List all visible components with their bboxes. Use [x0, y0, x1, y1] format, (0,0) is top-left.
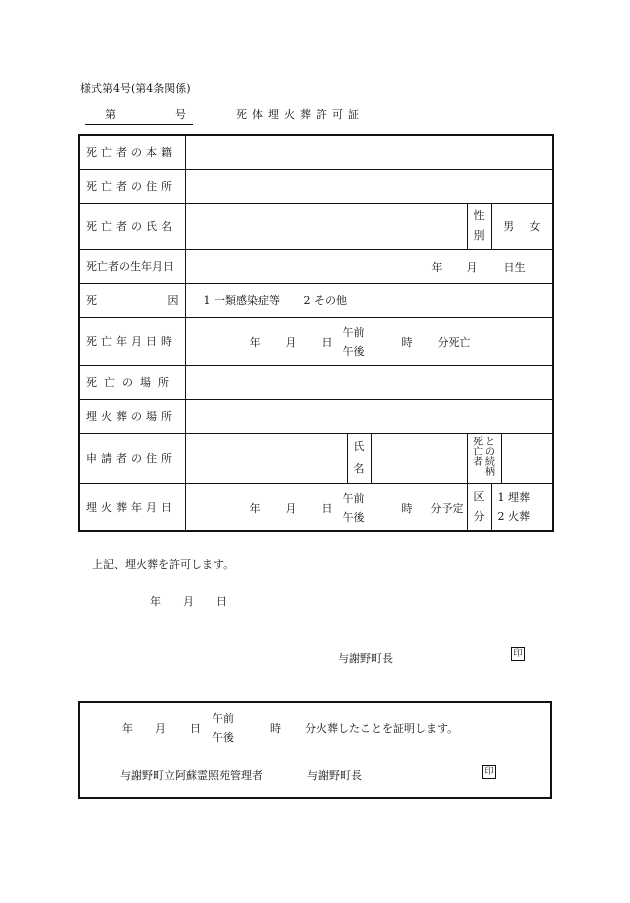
death-minute: 分死亡	[437, 336, 471, 349]
kubun-2: 分	[473, 509, 485, 523]
row-shimei	[79, 203, 553, 249]
birth-year: 年	[431, 261, 443, 274]
field-shibo-basho[interactable]	[185, 365, 553, 399]
birth-day: 日生	[503, 261, 526, 274]
death-am[interactable]: 午前	[342, 326, 365, 339]
death-month: 月	[285, 336, 297, 349]
label-shimei: 死亡者の氏名	[79, 203, 185, 249]
cert-seal-mark: 印	[482, 765, 496, 779]
death-pm[interactable]: 午後	[342, 345, 365, 358]
field-kubun[interactable]	[491, 483, 553, 531]
field-maikaso-nengappi[interactable]	[185, 483, 467, 531]
row-shinseisha	[79, 433, 553, 483]
cert-manager: 与謝野町立阿蘇霊照苑管理者	[120, 769, 263, 782]
label-shimei-applicant	[347, 433, 371, 483]
cause-option-1[interactable]: 1 一類感染症等	[203, 294, 280, 307]
mei: 名	[353, 462, 365, 475]
shiin-2: 因	[167, 294, 179, 307]
form-code: 様式第4号(第4条関係)	[80, 82, 191, 95]
burial-am[interactable]: 午前	[342, 491, 365, 505]
cremation-certificate-box	[78, 701, 552, 799]
permit-statement: 上記、埋火葬を許可します。	[92, 558, 235, 571]
field-shiin[interactable]	[185, 283, 553, 317]
permit-table	[78, 134, 554, 532]
option-female[interactable]: 女	[529, 220, 541, 233]
number-suffix: 号	[175, 108, 186, 121]
burial-month: 月	[285, 501, 297, 515]
zokugara-2: と の 続 柄	[485, 437, 495, 478]
label-zokugara	[467, 433, 501, 483]
row-maikaso-basho	[79, 399, 553, 433]
field-honseki[interactable]	[185, 135, 553, 169]
burial-pm[interactable]: 午後	[342, 510, 365, 524]
permit-date: 年 月 日	[150, 595, 227, 608]
row-shibo-basho	[79, 365, 553, 399]
seal-mark: 印	[511, 647, 525, 661]
death-day: 日	[321, 336, 333, 349]
cert-pm[interactable]: 午後	[212, 731, 234, 744]
shi: 氏	[353, 440, 365, 453]
field-zokugara[interactable]	[501, 433, 553, 483]
cert-hour: 時	[270, 722, 281, 735]
shiin-1: 死	[86, 294, 97, 307]
field-shimei[interactable]	[185, 203, 467, 249]
burial-year: 年	[249, 501, 261, 515]
issuer-mayor: 与謝野町長	[338, 652, 393, 665]
row-honseki	[79, 135, 553, 169]
label-jusho: 死亡者の住所	[79, 169, 185, 203]
label-kubun	[467, 483, 491, 531]
burial-hour: 時	[401, 501, 413, 515]
row-shiin	[79, 283, 553, 317]
label-shinseisha-jusho: 申請者の住所	[79, 433, 185, 483]
row-shibo-nichiji	[79, 317, 553, 365]
label-maikaso-basho: 埋火葬の場所	[79, 399, 185, 433]
document-title: 死体埋火葬許可証	[236, 108, 364, 121]
field-jusho[interactable]	[185, 169, 553, 203]
label-shiin	[79, 283, 185, 317]
row-jusho	[79, 169, 553, 203]
cert-am[interactable]: 午前	[212, 712, 234, 725]
field-shinseisha-shimei[interactable]	[371, 433, 467, 483]
field-shibo-nichiji[interactable]	[185, 317, 553, 365]
death-year: 年	[249, 336, 261, 349]
label-honseki: 死亡者の本籍	[79, 135, 185, 169]
field-seibetsu[interactable]	[491, 203, 553, 249]
birth-month: 月	[466, 261, 478, 274]
permit-number-field	[85, 106, 193, 125]
burial-day: 日	[321, 501, 333, 515]
row-maikaso-nengappi	[79, 483, 553, 531]
field-maikaso-basho[interactable]	[185, 399, 553, 433]
kubun-1: 区	[473, 489, 485, 503]
option-kaso[interactable]: 2 火葬	[497, 509, 530, 523]
burial-minute: 分予定	[430, 501, 464, 515]
cert-mayor: 与謝野町長	[307, 769, 362, 782]
label-shibo-basho: 死亡の場所	[79, 365, 185, 399]
seibetsu-1: 性	[473, 209, 485, 222]
field-shinseisha-jusho[interactable]	[185, 433, 347, 483]
cert-statement: 分火葬したことを証明します。	[305, 722, 459, 735]
label-maikaso-nengappi: 埋火葬年月日	[79, 483, 185, 531]
option-male[interactable]: 男	[503, 220, 515, 233]
cert-day: 日	[190, 722, 201, 735]
label-seinengappi: 死亡者の生年月日	[79, 249, 185, 283]
death-hour: 時	[401, 336, 413, 349]
cause-option-2[interactable]: 2 その他	[303, 294, 347, 307]
label-shibo-nichiji: 死亡年月日時	[79, 317, 185, 365]
cert-month: 月	[155, 722, 166, 735]
zokugara-1: 死 亡 者	[473, 437, 483, 468]
number-prefix: 第	[105, 108, 116, 121]
cert-year: 年	[122, 722, 133, 735]
field-seinengappi[interactable]	[185, 249, 553, 283]
seibetsu-2: 別	[473, 229, 485, 242]
row-seinengappi	[79, 249, 553, 283]
option-maiso[interactable]: 1 埋葬	[497, 490, 530, 504]
label-seibetsu	[467, 203, 491, 249]
